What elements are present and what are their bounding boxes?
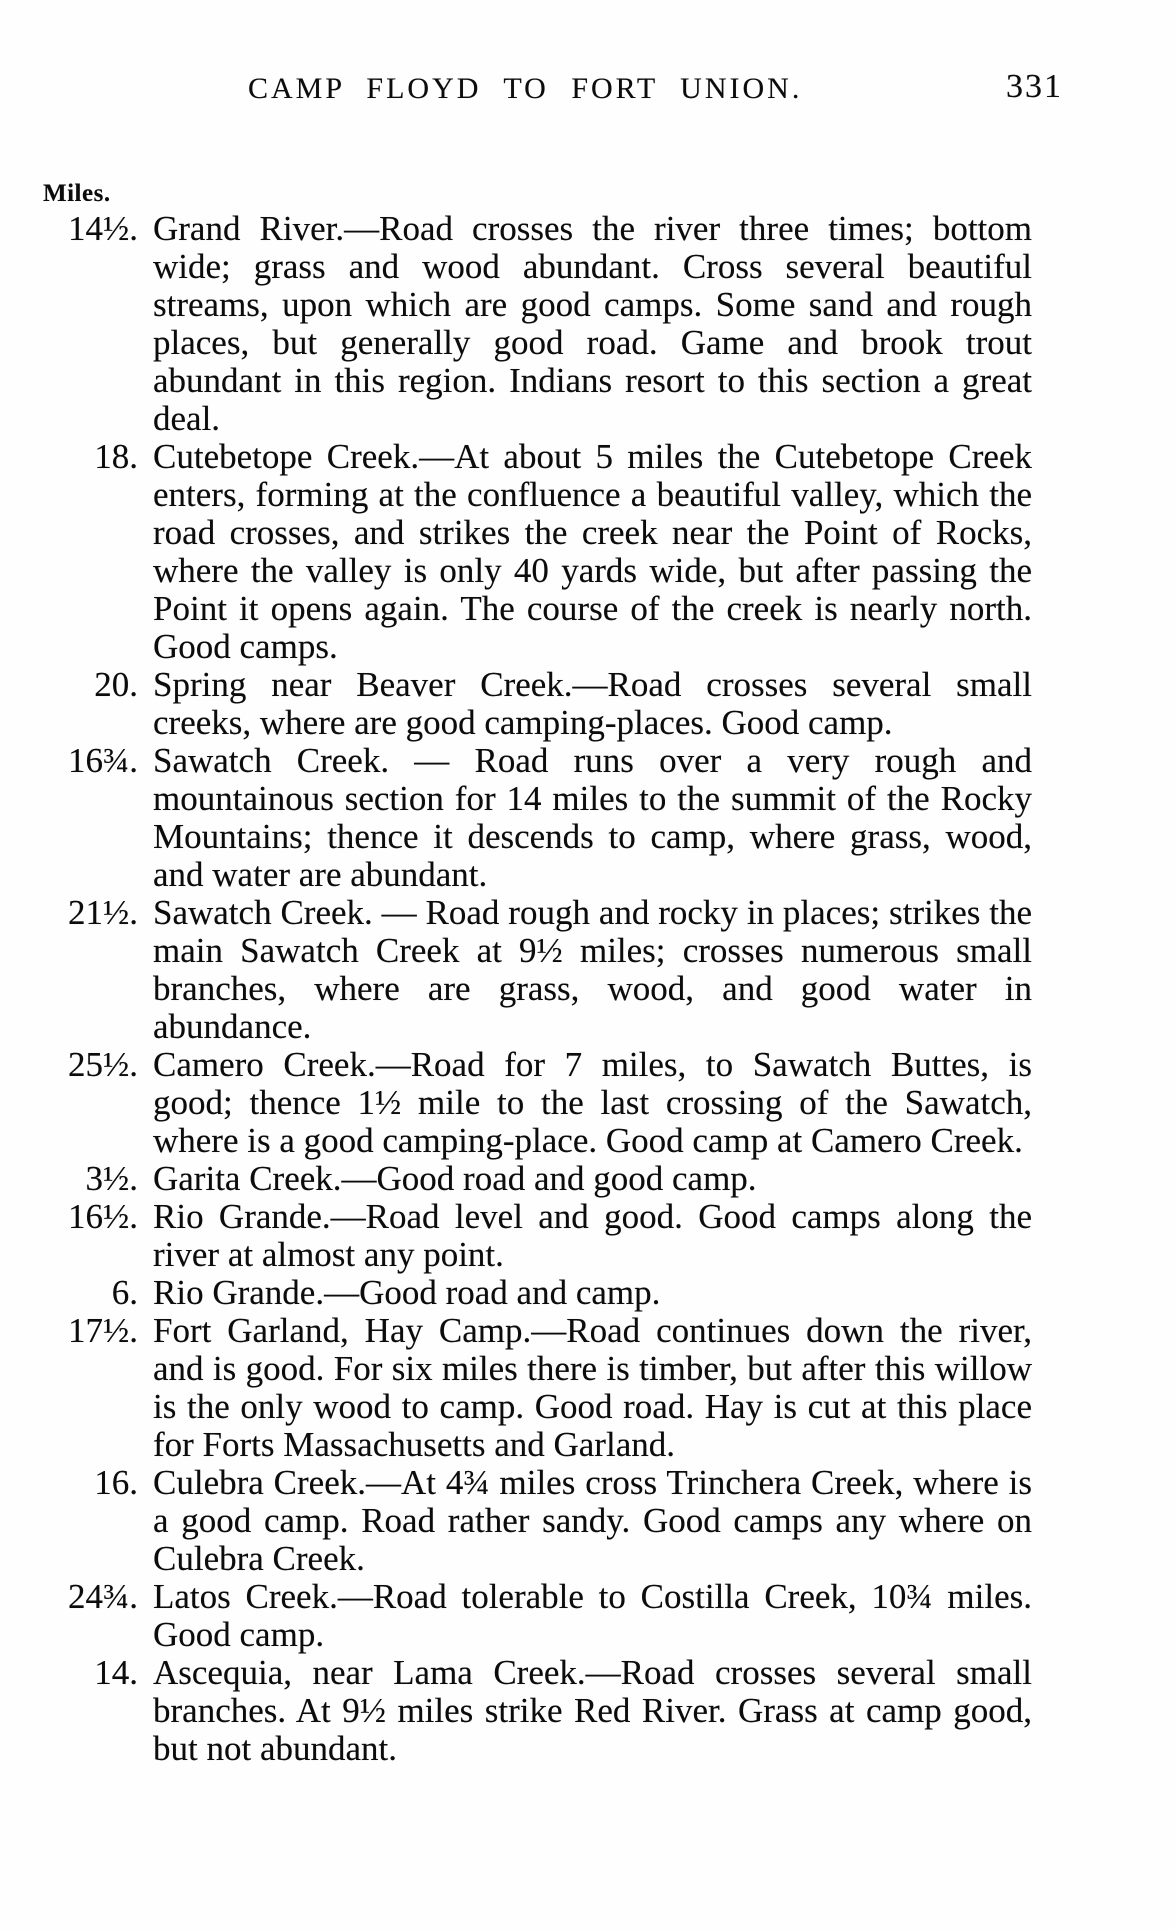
entry-text: Culebra Creek.—At 4¾ miles cross Trinchera Creek, where is a good camp. Road rather sandy. Good camps any where on Culebra Creek. xyxy=(153,1463,1032,1578)
entry-miles: 14½. xyxy=(68,209,138,248)
entry-miles: 16¾. xyxy=(68,741,138,780)
itinerary-entry xyxy=(43,666,1032,742)
itinerary-entry xyxy=(43,210,1032,438)
itinerary-entry xyxy=(43,1046,1032,1160)
itinerary-entry xyxy=(43,1274,1032,1312)
itinerary-entry xyxy=(43,1312,1032,1464)
running-head xyxy=(0,68,1175,118)
entry-miles: 14. xyxy=(94,1653,138,1692)
itinerary-entry xyxy=(43,742,1032,894)
itinerary-entry xyxy=(43,1464,1032,1578)
entry-miles: 18. xyxy=(94,437,138,476)
entry-text: Ascequia, near Lama Creek.—Road crosses several small branches. At 9½ miles strike Red River. Grass at camp good, but not abundant. xyxy=(153,1653,1032,1768)
entry-text: Latos Creek.—Road tolerable to Costilla Creek, 10¾ miles. Good camp. xyxy=(153,1577,1032,1654)
entry-text: Spring near Beaver Creek.—Road crosses several small creeks, where are good camping-places. Good camp. xyxy=(153,665,1032,742)
itinerary-entry xyxy=(43,438,1032,666)
entry-text: Sawatch Creek. — Road rough and rocky in places; strikes the main Sawatch Creek at 9½ miles; crosses numerous small branches, where are grass, wood, and good water in abundance. xyxy=(153,893,1032,1046)
entry-miles: 17½. xyxy=(68,1311,138,1350)
entry-miles: 16. xyxy=(94,1463,138,1502)
itinerary-entry xyxy=(43,1654,1032,1768)
entry-text: Cutebetope Creek.—At about 5 miles the Cutebetope Creek enters, forming at the confluence a beautiful valley, which the road crosses, and strikes the creek near the Point of Rocks, where the valley is only 40 yards wide, but after passing the Point it opens again. The course of the creek is nearly north. Good camps. xyxy=(153,437,1032,666)
itinerary-entry xyxy=(43,1198,1032,1274)
entry-text: Rio Grande.—Road level and good. Good camps along the river at almost any point. xyxy=(153,1197,1032,1274)
miles-column-label: Miles. xyxy=(43,180,111,207)
entry-miles: 3½. xyxy=(85,1159,138,1198)
page-title: CAMP FLOYD TO FORT UNION. xyxy=(248,72,803,105)
entry-text: Fort Garland, Hay Camp.—Road continues down the river, and is good. For six miles there is timber, but after this willow is the only wood to camp. Good road. Hay is cut at this place for Forts Massachusetts and Garland. xyxy=(153,1311,1032,1464)
entry-text: Rio Grande.—Good road and camp. xyxy=(153,1273,661,1312)
entry-miles: 25½. xyxy=(68,1045,138,1084)
entry-text: Grand River.—Road crosses the river three times; bottom wide; grass and wood abundant. Cross several beautiful streams, upon which are good camps. Some sand and rough places, but generally good road. Game and brook trout abundant in this region. Indians resort to this section a great deal. xyxy=(153,209,1032,438)
itinerary-entry xyxy=(43,1160,1032,1198)
itinerary-list xyxy=(43,210,1032,1768)
entry-text: Camero Creek.—Road for 7 miles, to Sawatch Buttes, is good; thence 1½ mile to the last crossing of the Sawatch, where is a good camping-place. Good camp at Camero Creek. xyxy=(153,1045,1032,1160)
page-content xyxy=(0,180,1175,1768)
entry-text: Sawatch Creek. — Road runs over a very rough and mountainous section for 14 miles to the summit of the Rocky Mountains; thence it descends to camp, where grass, wood, and water are abundant. xyxy=(153,741,1032,894)
entry-miles: 20. xyxy=(94,665,138,704)
entry-miles: 24¾. xyxy=(68,1577,138,1616)
itinerary-entry xyxy=(43,1578,1032,1654)
entry-miles: 16½. xyxy=(68,1197,138,1236)
entry-text: Garita Creek.—Good road and good camp. xyxy=(153,1159,757,1198)
entry-miles: 6. xyxy=(111,1273,138,1312)
page-number: 331 xyxy=(1006,68,1063,105)
entry-miles: 21½. xyxy=(68,893,138,932)
itinerary-entry xyxy=(43,894,1032,1046)
